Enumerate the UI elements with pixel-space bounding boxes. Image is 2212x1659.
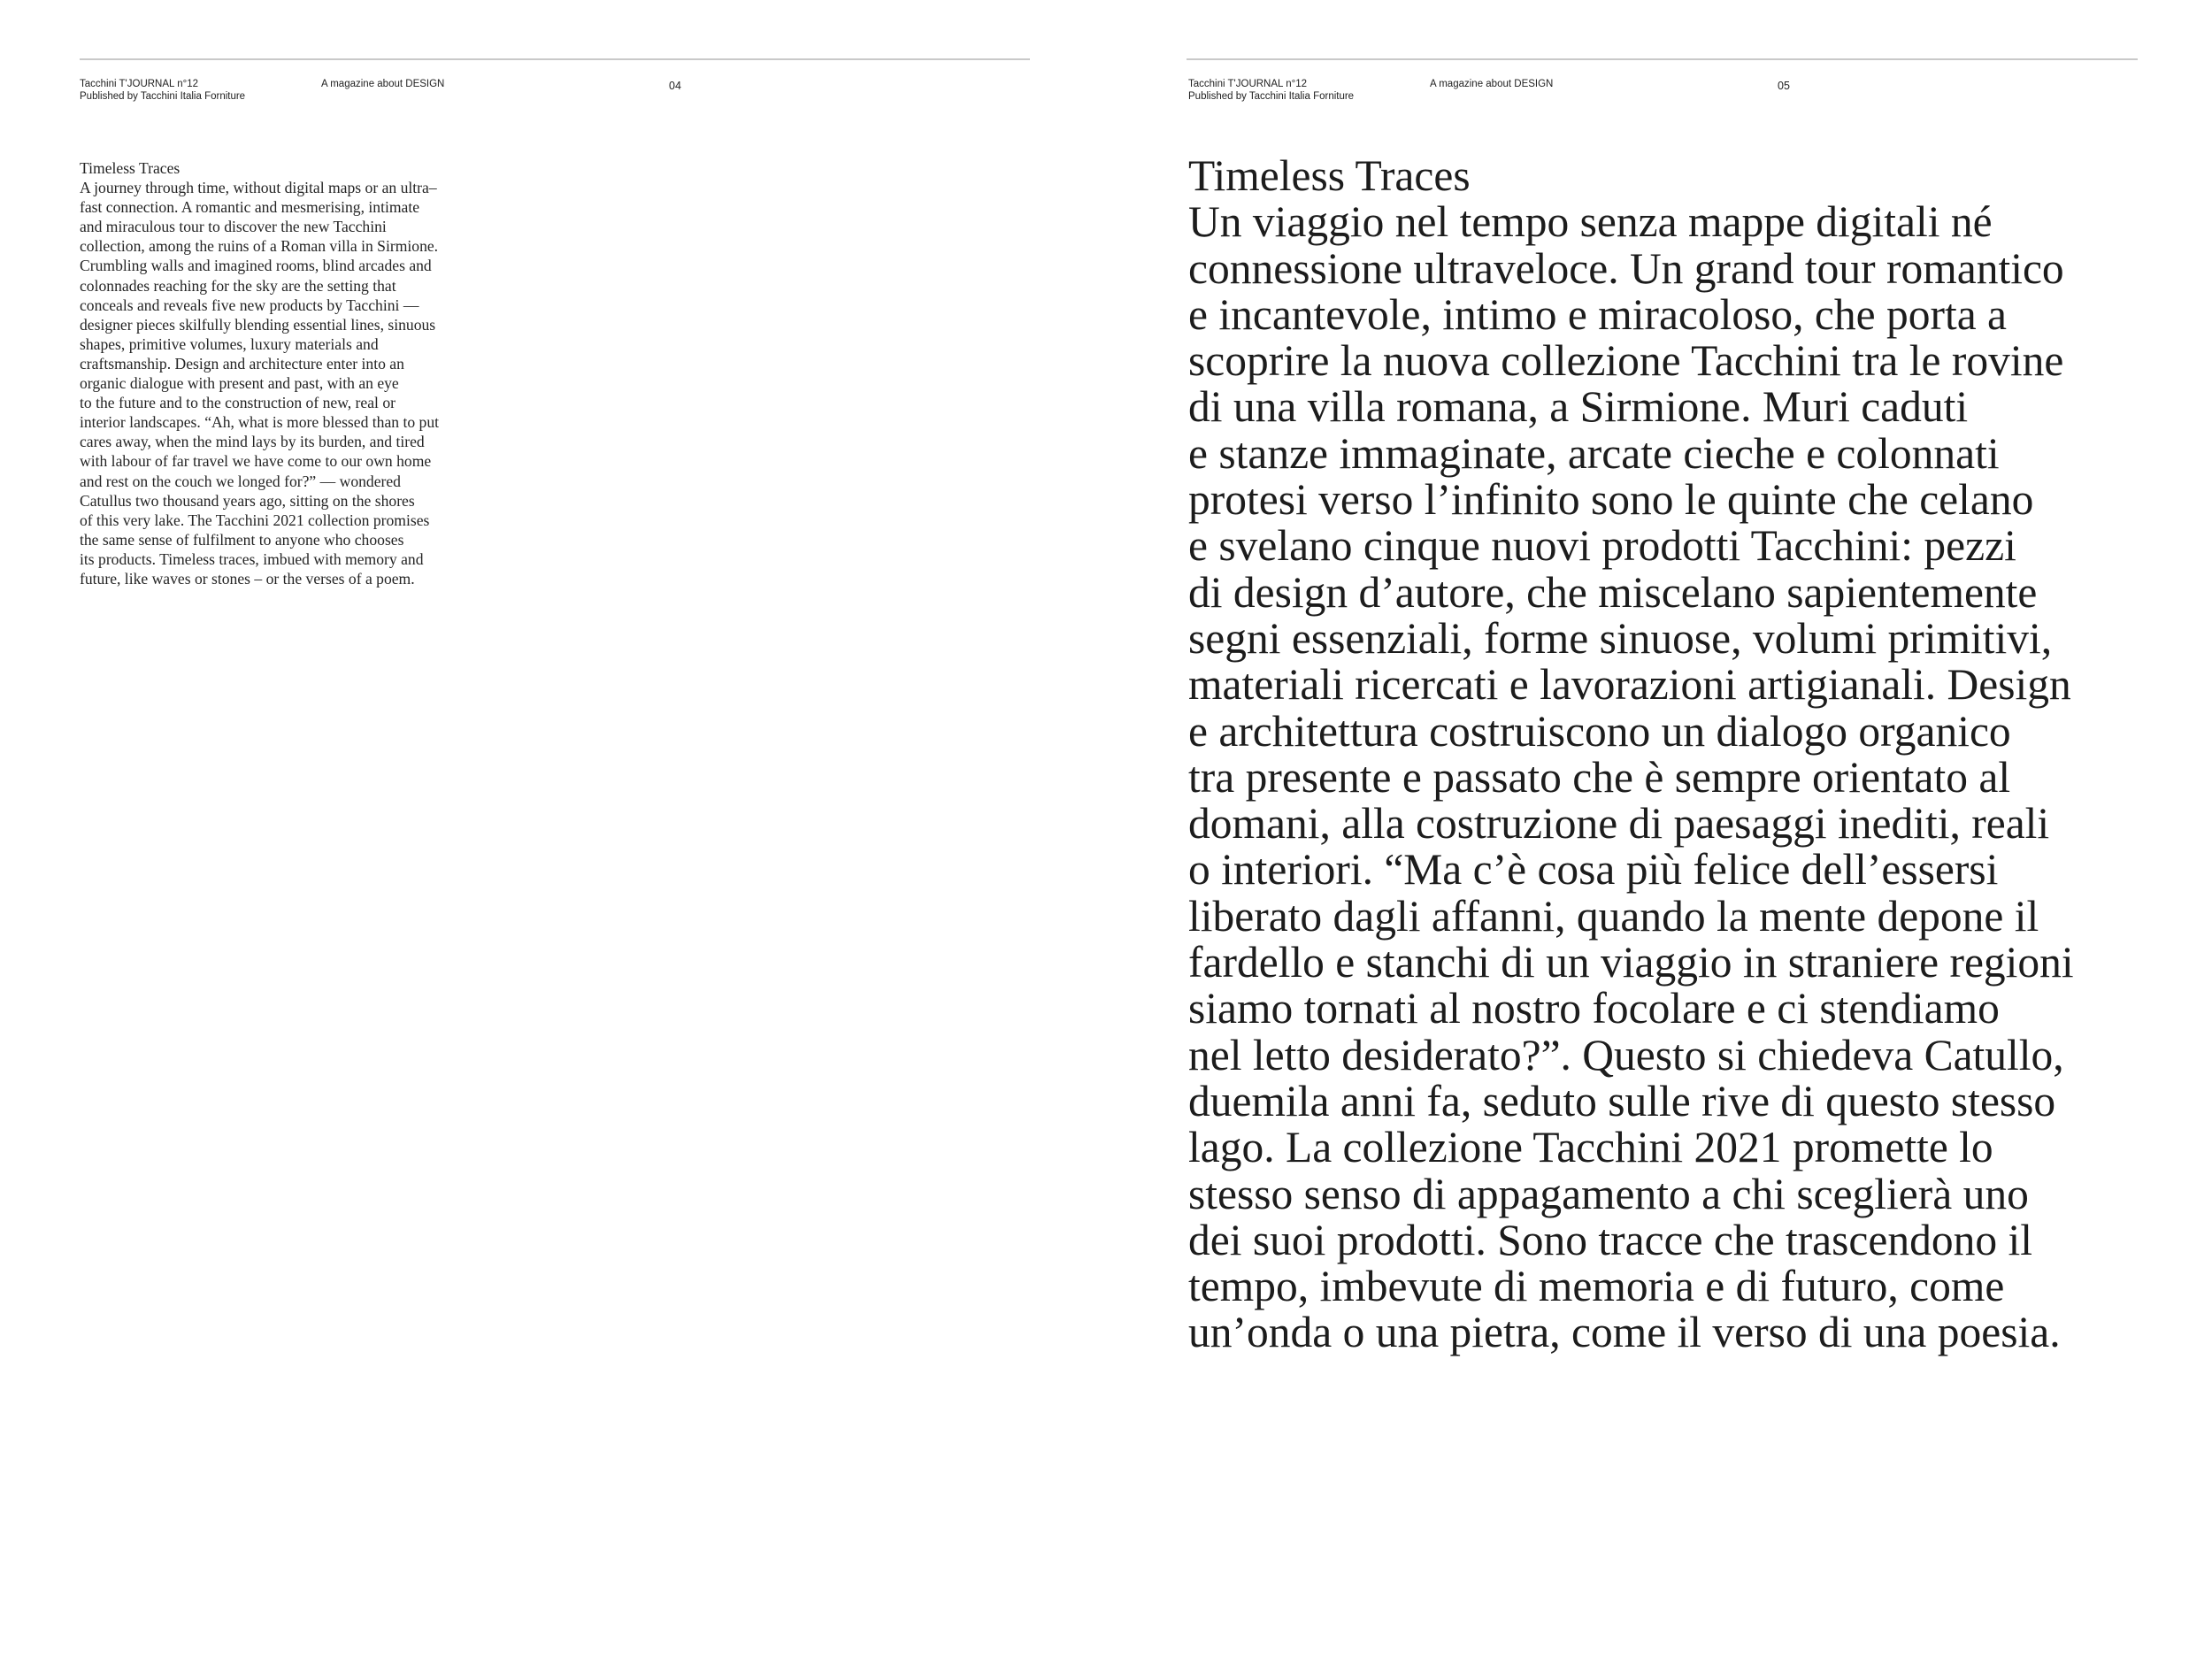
text-line: cares away, when the mind lays by its burden, and tired bbox=[80, 433, 425, 451]
text-line: its products. Timeless traces, imbued with memory and bbox=[80, 549, 424, 568]
text-line: with labour of far travel we have come to our own home bbox=[80, 452, 432, 471]
text-line: A journey through time, without digital maps or an ultra– bbox=[80, 179, 437, 197]
text-line: collection, among the ruins of a Roman villa in Sirmione. bbox=[80, 237, 439, 256]
magazine-tagline: A magazine about DESIGN bbox=[1430, 79, 1554, 89]
text-line: of this very lake. The Tacchini 2021 collection promises bbox=[80, 511, 430, 529]
article-title: Timeless Traces bbox=[1188, 151, 1471, 200]
header-journal-info bbox=[1188, 78, 1354, 103]
page-number: 05 bbox=[1778, 80, 1790, 92]
text-line: e svelano cinque nuovi prodotti Tacchini: pezzi bbox=[1188, 521, 2016, 571]
text-line: lago. La collezione Tacchini 2021 promette lo bbox=[1188, 1123, 1993, 1172]
text-line: designer pieces skilfully blending essential lines, sinuous bbox=[80, 315, 436, 334]
text-line: e stanze immaginate, arcate cieche e colonnati bbox=[1188, 428, 2000, 478]
text-line: nel letto desiderato?”. Questo si chiedeva Catullo, bbox=[1188, 1030, 2064, 1079]
text-line: segni essenziali, forme sinuose, volumi primitivi, bbox=[1188, 613, 2053, 663]
journal-title: Tacchini T'JOURNAL n°12 bbox=[80, 79, 198, 89]
text-line: and miraculous tour to discover the new Tacchini bbox=[80, 218, 387, 236]
text-line: siamo tornati al nostro focolare e ci stendiamo bbox=[1188, 984, 2000, 1033]
header-journal-info bbox=[80, 78, 245, 103]
text-line: di design d’autore, che miscelano sapientemente bbox=[1188, 567, 2038, 617]
right-page bbox=[1106, 0, 2212, 1659]
header-rule bbox=[1187, 58, 2138, 60]
text-line: o interiori. “Ma c’è cosa più felice dell’essersi bbox=[1188, 845, 1999, 895]
text-line: craftsmanship. Design and architecture enter into an bbox=[80, 354, 404, 373]
text-line: scoprire la nuova collezione Tacchini tra le rovine bbox=[1188, 336, 2064, 386]
text-line: domani, alla costruzione di paesaggi inediti, reali bbox=[1188, 799, 2050, 849]
magazine-tagline: A magazine about DESIGN bbox=[321, 79, 445, 89]
text-line: e architettura costruiscono un dialogo organico bbox=[1188, 706, 2011, 756]
italian-article bbox=[1188, 153, 2144, 1356]
publisher-line: Published by Tacchini Italia Forniture bbox=[80, 91, 246, 102]
text-line: Catullus two thousand years ago, sitting on the shores bbox=[80, 491, 415, 510]
text-line: to the future and to the construction of new, real or bbox=[80, 394, 396, 412]
text-line: and rest on the couch we longed for?” — wondered bbox=[80, 472, 401, 490]
text-line: e incantevole, intimo e miracoloso, che porta a bbox=[1188, 289, 2008, 339]
text-line: tra presente e passato che è sempre orientato al bbox=[1188, 752, 2011, 802]
text-line: interior landscapes. “Ah, what is more blessed than to put bbox=[80, 413, 440, 432]
text-line: protesi verso l’infinito sono le quinte che celano bbox=[1188, 475, 2034, 525]
header-rule bbox=[80, 58, 1030, 60]
text-line: duemila anni fa, seduto sulle rive di questo stesso bbox=[1188, 1076, 2056, 1125]
text-line: tempo, imbevute di memoria e di futuro, come bbox=[1188, 1262, 2005, 1311]
text-line: dei suoi prodotti. Sono tracce che trascendono il bbox=[1188, 1215, 2032, 1264]
publisher-line: Published by Tacchini Italia Forniture bbox=[1188, 91, 1355, 102]
article-title: Timeless Traces bbox=[80, 159, 180, 177]
text-line: connessione ultraveloce. Un grand tour romantico bbox=[1188, 243, 2064, 293]
text-line: conceals and reveals five new products by Tacchini — bbox=[80, 296, 419, 314]
text-line: future, like waves or stones – or the verses of a poem. bbox=[80, 569, 415, 588]
page-number: 04 bbox=[669, 80, 681, 92]
text-line: shapes, primitive volumes, luxury materials and bbox=[80, 334, 379, 353]
text-line: un’onda o una pietra, come il verso di una poesia. bbox=[1188, 1308, 2061, 1357]
text-line: fardello e stanchi di un viaggio in straniere regioni bbox=[1188, 938, 2074, 987]
text-line: stesso senso di appagamento a chi sceglierà uno bbox=[1188, 1169, 2029, 1218]
text-line: the same sense of fulfilment to anyone who chooses bbox=[80, 530, 404, 549]
text-line: liberato dagli affanni, quando la mente depone il bbox=[1188, 891, 2039, 941]
text-line: Crumbling walls and imagined rooms, blind arcades and bbox=[80, 257, 432, 275]
text-line: fast connection. A romantic and mesmerising, intimate bbox=[80, 198, 420, 217]
text-line: di una villa romana, a Sirmione. Muri caduti bbox=[1188, 382, 1969, 432]
text-line: organic dialogue with present and past, with an eye bbox=[80, 374, 399, 393]
english-article bbox=[80, 158, 575, 588]
text-line: colonnades reaching for the sky are the setting that bbox=[80, 276, 396, 295]
text-line: materiali ricercati e lavorazioni artigianali. Design bbox=[1188, 660, 2071, 710]
text-line: Un viaggio nel tempo senza mappe digitali né bbox=[1188, 197, 1993, 247]
journal-title: Tacchini T'JOURNAL n°12 bbox=[1188, 79, 1307, 89]
